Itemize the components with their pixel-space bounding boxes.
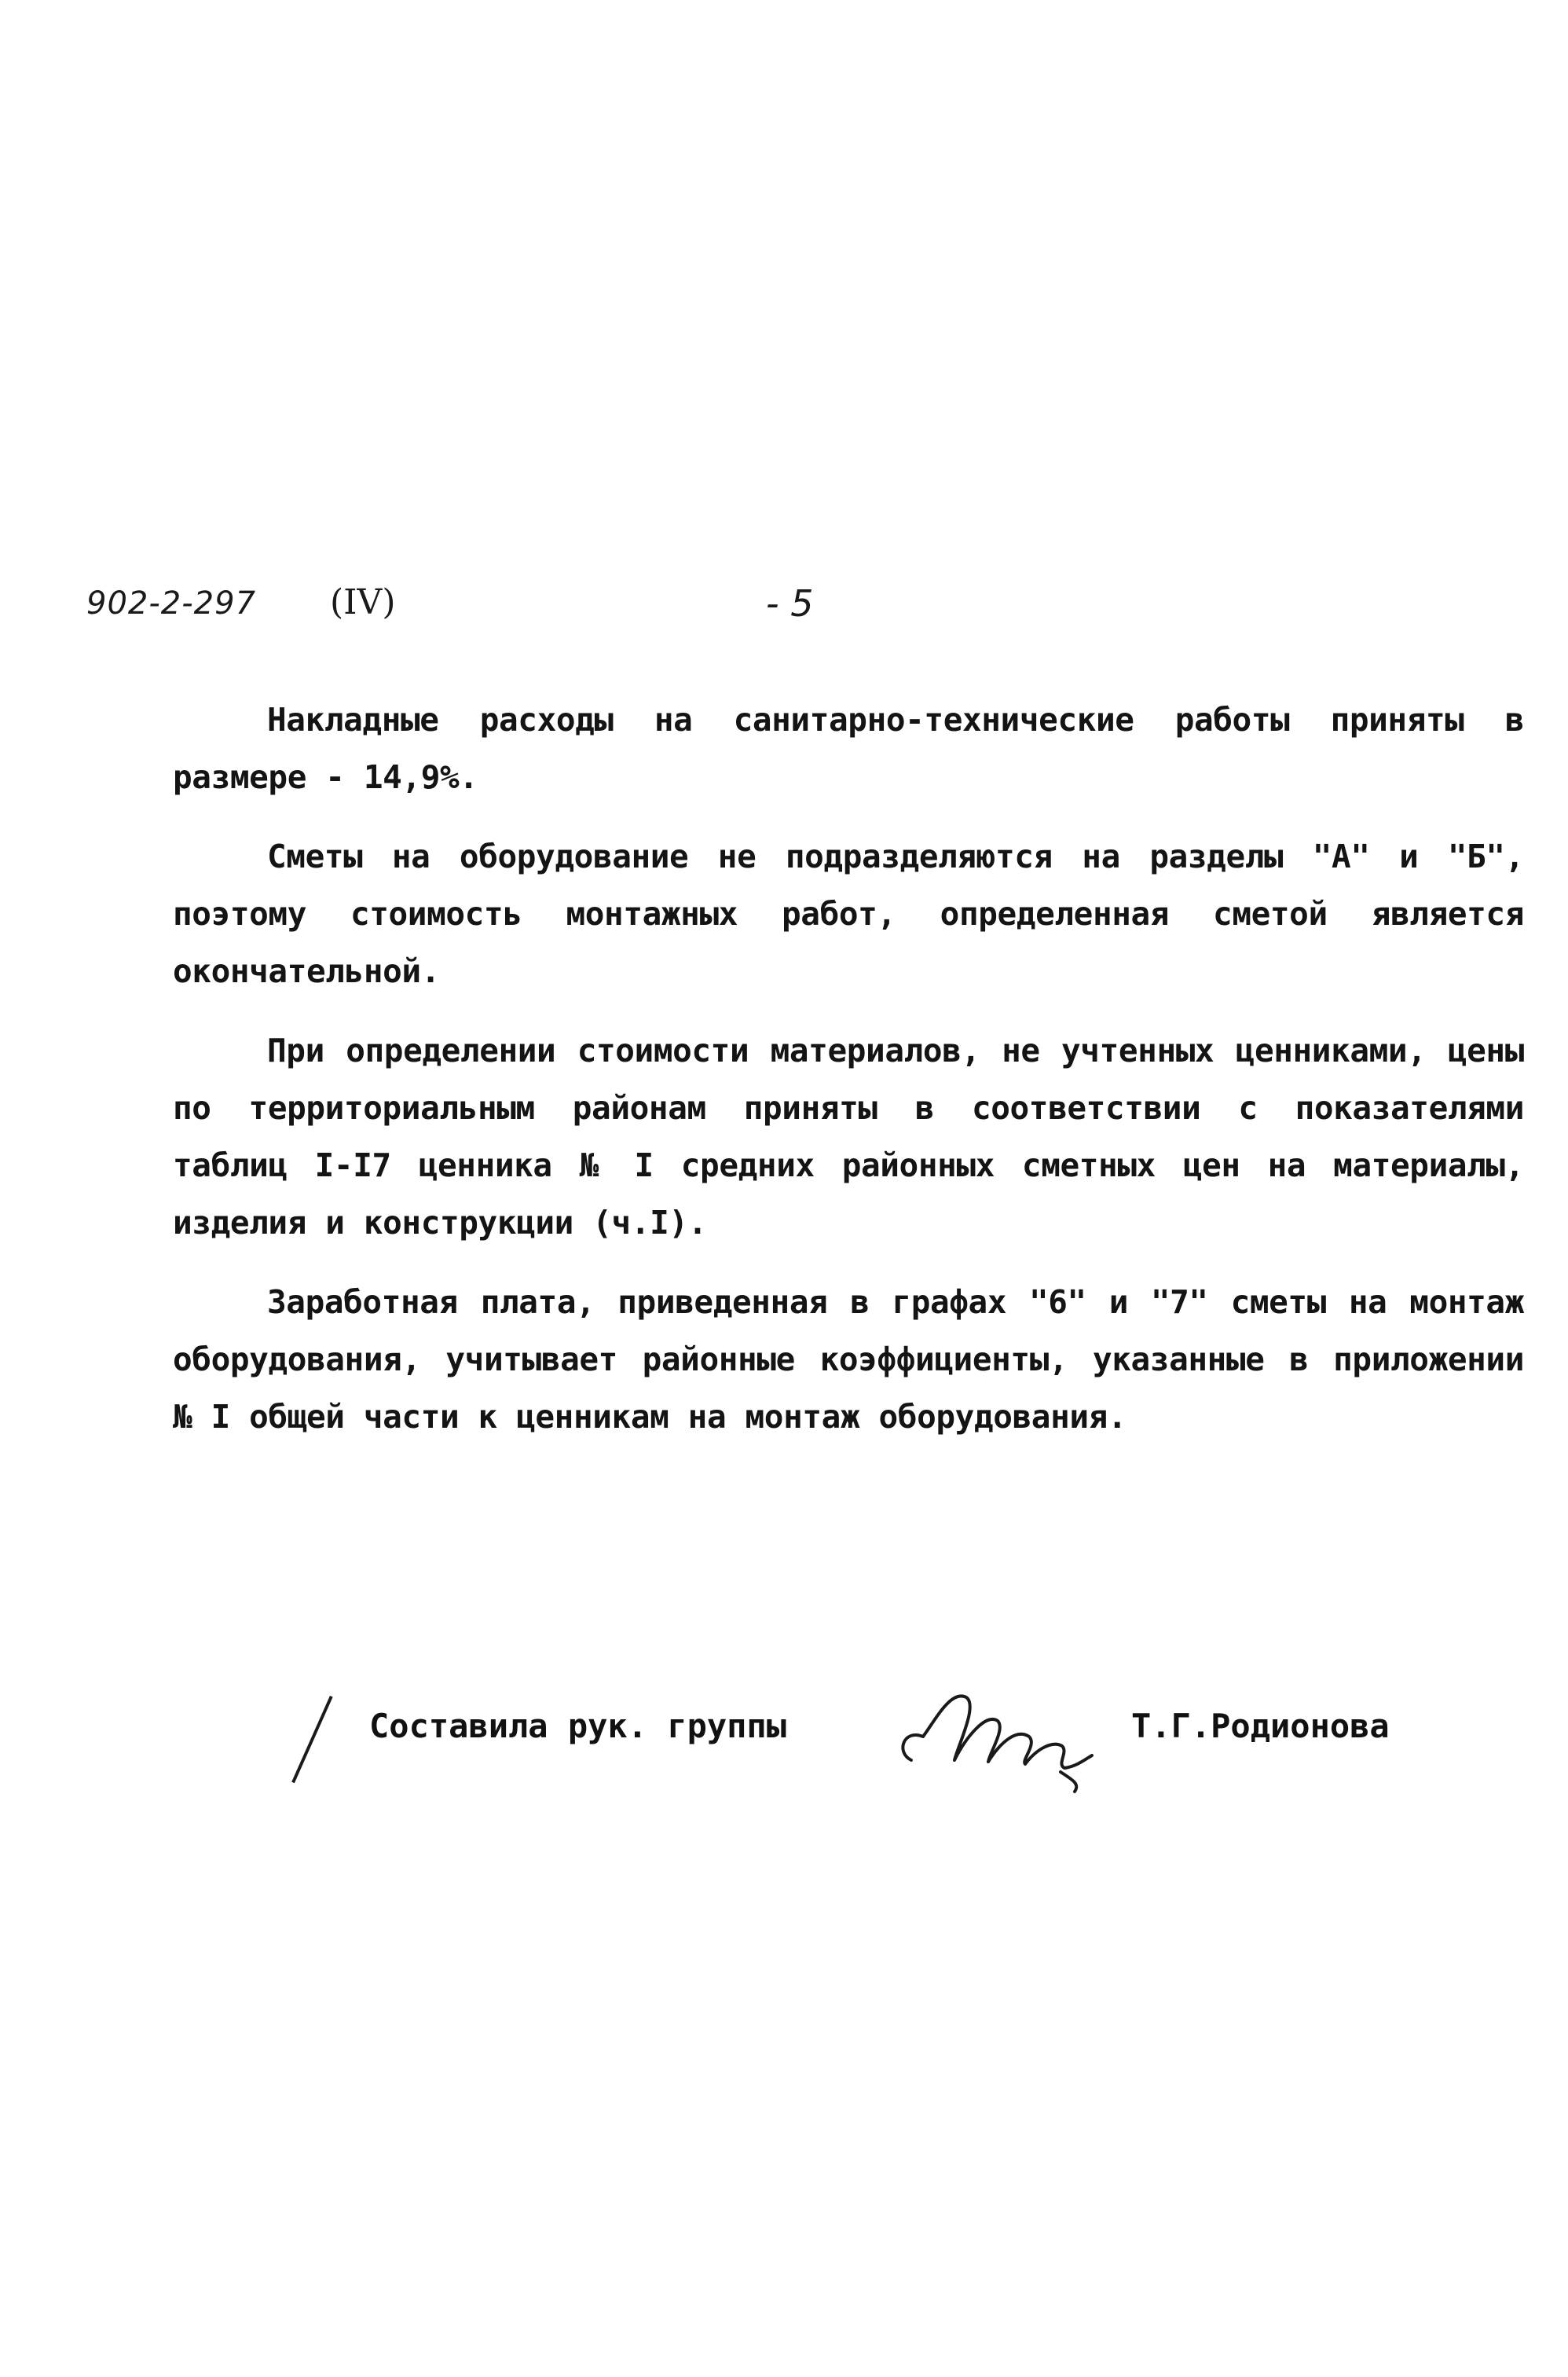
page-header (86, 582, 872, 640)
signatory-name: Т.Г.Родионова (1131, 1707, 1390, 1745)
paragraph-equipment-estimates: Сметы на оборудование не подразделяются на разделы "А" и "Б", поэтому стоимость монтажных работ, определенная сметой является окончательной. (173, 838, 1524, 990)
signatory-role: Составила рук. группы (369, 1707, 787, 1745)
signature-slash (291, 1696, 332, 1783)
document-body (173, 691, 1524, 1468)
volume-number: (IV) (330, 582, 396, 622)
document-code: 902-2-297 (86, 585, 257, 622)
paragraph-material-costs: При определении стоимости материалов, не учтенных ценниками, цены по территориальным районам приняты в соответствии с показателями таблиц I-I7 ценника № I средних районных сметных цен на материалы, изделия и конструкции (ч.I). (173, 1032, 1524, 1242)
signature-block (330, 1674, 1445, 1799)
paragraph-wages: Заработная плата, приведенная в графах "6" и "7" сметы на монтаж оборудования, учитывает районные коэффициенты, указанные в приложении № I общей части к ценникам на монтаж оборудования. (173, 1283, 1524, 1436)
page-number: - 5 (766, 582, 814, 625)
paragraph-overhead-costs: Накладные расходы на санитарно-технические работы приняты в размере - 14,9%. (173, 701, 1524, 796)
handwritten-signature (888, 1674, 1123, 1799)
